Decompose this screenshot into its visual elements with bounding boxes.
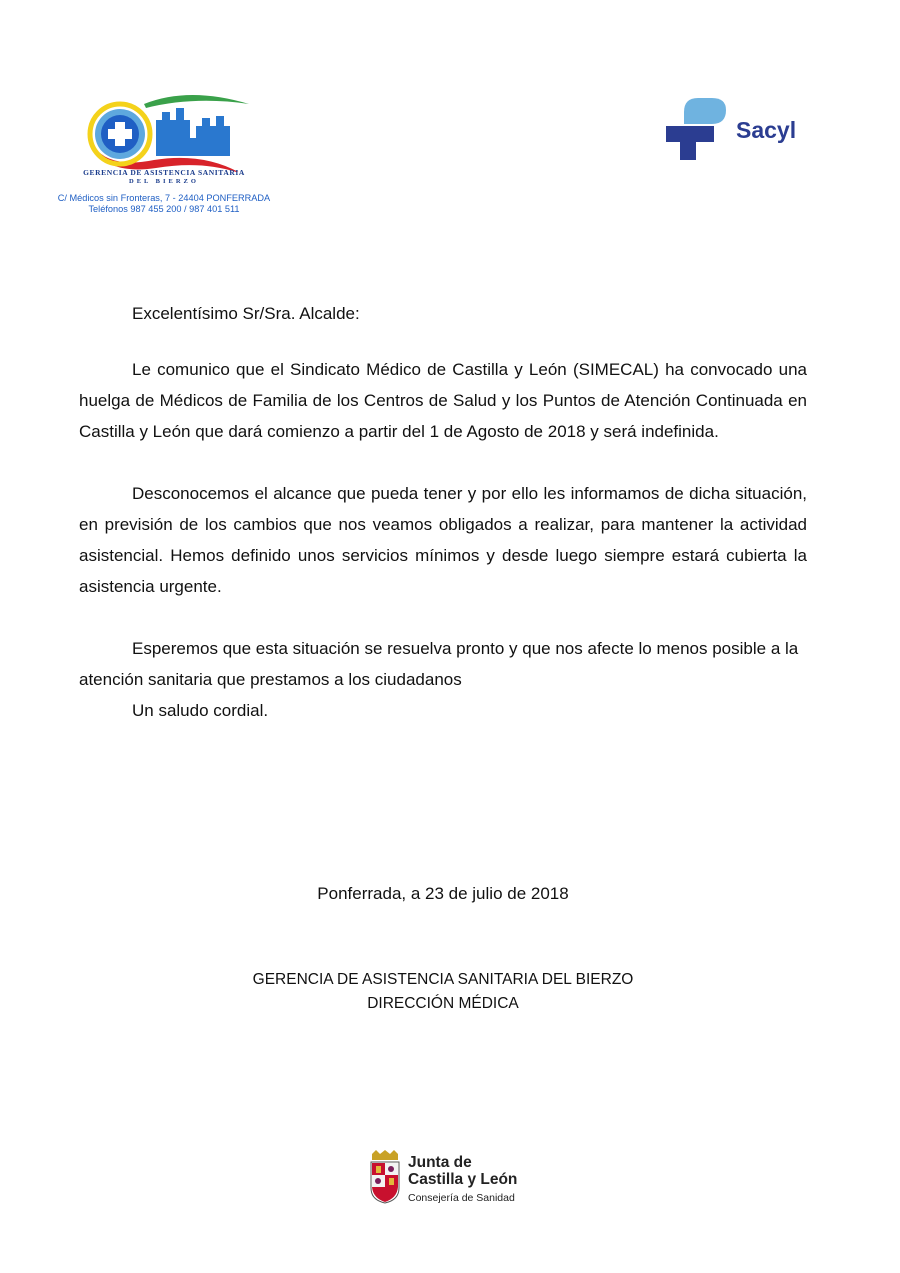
gerencia-address: C/ Médicos sin Fronteras, 7 - 24404 PONFERRADA bbox=[57, 193, 271, 203]
gerencia-name: GERENCIA DE ASISTENCIA SANITARIA bbox=[83, 168, 245, 177]
coat-of-arms-icon bbox=[368, 1150, 402, 1204]
gerencia-subname: DEL BIERZO bbox=[129, 178, 199, 185]
jcyl-name-line-1: Junta de bbox=[408, 1154, 472, 1171]
gerencia-emblem-icon bbox=[84, 90, 252, 172]
sacyl-cross-icon bbox=[664, 96, 734, 162]
gerencia-phones: Teléfonos 987 455 200 / 987 401 511 bbox=[88, 204, 240, 214]
paragraph-3: Esperemos que esta situación se resuelva pronto y que nos afecte lo menos posible a la atención sanitaria que prestamos a los ciudadanos bbox=[79, 639, 799, 689]
sacyl-logo bbox=[664, 96, 814, 162]
jcyl-name bbox=[408, 1154, 517, 1188]
closing: Un saludo cordial. bbox=[132, 701, 269, 720]
salutation: Excelentísimo Sr/Sra. Alcalde: bbox=[132, 304, 360, 323]
jcyl-department: Consejería de Sanidad bbox=[408, 1192, 515, 1204]
jcyl-name-line-2: Castilla y León bbox=[408, 1171, 518, 1188]
gerencia-logo bbox=[56, 88, 272, 220]
sacyl-wordmark: Sacyl bbox=[736, 117, 797, 143]
paragraph-1: Le comunico que el Sindicato Médico de Castilla y León (SIMECAL) ha convocado una huelga de Médicos de Familia de los Centros de Salud y los Puntos de Atención Continuada en Castilla y León que dará comienzo a partir del 1 de Agosto de 2018 y será indefinida. bbox=[79, 360, 807, 441]
jcyl-logo bbox=[368, 1150, 558, 1230]
letter-body bbox=[79, 298, 807, 726]
letter-date: Ponferrada, a 23 de julio de 2018 bbox=[317, 884, 569, 903]
signature-block bbox=[0, 968, 886, 1016]
signature-line-1: GERENCIA DE ASISTENCIA SANITARIA DEL BIERZO bbox=[252, 971, 634, 988]
signature-line-2: DIRECCIÓN MÉDICA bbox=[367, 995, 519, 1012]
paragraph-2: Desconocemos el alcance que pueda tener y por ello les informamos de dicha situación, en previsión de los cambios que nos veamos obligados a realizar, para mantener la actividad asistencial. Hemos definido unos servicios mínimos y desde luego siempre estará cubierta la asistencia urgente. bbox=[79, 484, 807, 596]
